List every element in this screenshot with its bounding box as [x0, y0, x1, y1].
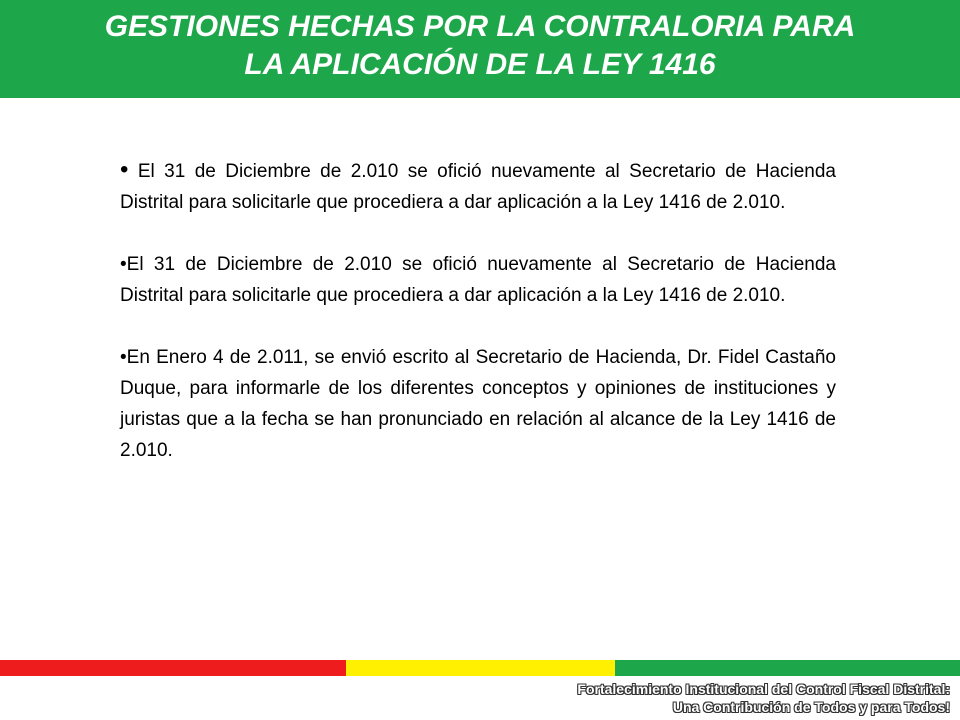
bullet-paragraph-3 — [120, 342, 836, 466]
header-banner — [0, 0, 960, 98]
bullet-icon: • — [120, 347, 127, 368]
stripe-green — [615, 660, 960, 676]
page-title-line-1: GESTIONES HECHAS POR LA CONTRALORIA PARA — [104, 10, 856, 43]
footer-slogan — [577, 680, 950, 716]
bullet-list — [120, 156, 836, 466]
bullet-icon: • — [120, 156, 129, 183]
bullet-text-3: En Enero 4 de 2.011, se envió escrito al Secretario de Hacienda, Dr. Fidel Castaño Duque, para informarle de los diferentes conceptos y opiniones de instituciones y juristas que a la fecha se han pronunciado en relación al alcance de la Ley 1416 de 2.010. — [120, 347, 836, 461]
bullet-paragraph-2 — [120, 249, 836, 311]
bullet-icon: • — [120, 254, 127, 275]
stripe-red — [0, 660, 346, 676]
footer-line-1: Fortalecimiento Institucional del Control Fiscal Distrital: — [577, 681, 950, 697]
bullet-text-1: El 31 de Diciembre de 2.010 se ofició nuevamente al Secretario de Hacienda Distrital para solicitarle que procediera a dar aplicación a la Ley 1416 de 2.010. — [120, 161, 836, 213]
stripe-yellow — [346, 660, 615, 676]
page-title-line-2: LA APLICACIÓN DE LA LEY 1416 — [244, 48, 716, 81]
footer-line-2: Una Contribución de Todos y para Todos! — [672, 699, 950, 715]
bullet-paragraph-1 — [120, 156, 836, 218]
page-title — [0, 8, 960, 84]
bullet-text-2: El 31 de Diciembre de 2.010 se ofició nuevamente al Secretario de Hacienda Distrital para solicitarle que procediera a dar aplicación a la Ley 1416 de 2.010. — [120, 254, 836, 306]
